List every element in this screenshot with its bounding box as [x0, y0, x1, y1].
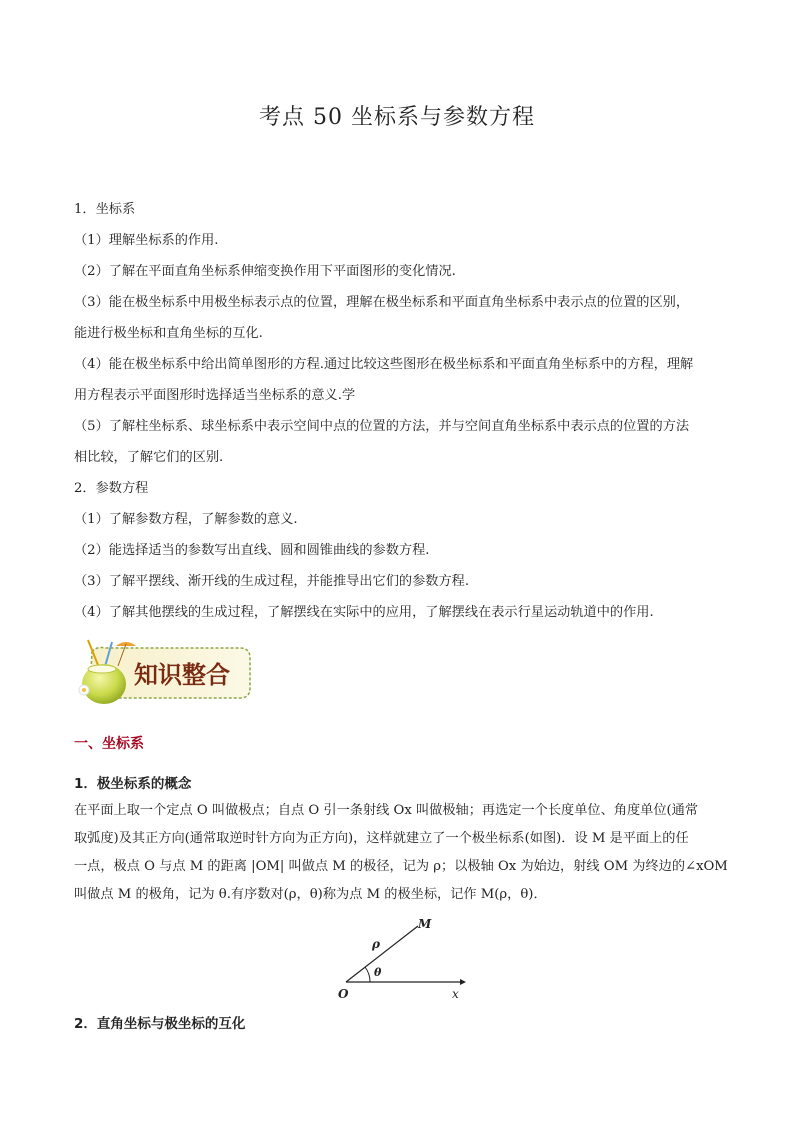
req-item: （5）了解柱坐标系、球坐标系中表示空间中点的位置的方法，并与空间直角坐标系中表示点的位置的方法 — [74, 419, 690, 434]
paragraph-line: 一点，极点 O 与点 M 的距离 |OM| 叫做点 M 的极径，记为 ρ；以极轴 Ox 为始边，射线 OM 为终边的∠xOM — [74, 859, 728, 874]
polar-figure — [330, 916, 470, 1004]
label-rho: ρ — [372, 937, 380, 951]
req-item: （2）了解在平面直角坐标系伸缩变换作用下平面图形的变化情况. — [74, 264, 456, 279]
label-x: x — [452, 987, 459, 1001]
label-theta: θ — [374, 966, 382, 979]
req-item: （3）了解平摆线、渐开线的生成过程，并能推导出它们的参数方程. — [74, 574, 470, 589]
req-section1-head: 1．坐标系 — [74, 202, 136, 217]
banner-graphic — [72, 636, 256, 712]
paragraph-line: 在平面上取一个定点 O 叫做极点；自点 O 引一条射线 Ox 叫做极轴；再选定一个长度单位、角度单位(通常 — [74, 803, 699, 818]
label-o: O — [338, 987, 349, 1001]
polar-diagram — [330, 916, 470, 1004]
label-m: M — [418, 917, 432, 931]
req-item: 用方程表示平面图形时选择适当坐标系的意义.学 — [74, 388, 356, 403]
polar-concept-paragraph — [74, 797, 728, 909]
axis-arrow-icon — [460, 979, 466, 985]
angle-arc — [365, 967, 370, 982]
subsection-conversion: 2．直角坐标与极坐标的互化 — [74, 1016, 246, 1032]
section-head-coordinate: 一、坐标系 — [74, 736, 144, 752]
req-item: （1）了解参数方程，了解参数的意义. — [74, 512, 298, 527]
req-item: （4）了解其他摆线的生成过程，了解摆线在实际中的应用，了解摆线在表示行星运动轨道中的作用. — [74, 605, 654, 620]
page-title: 考点 50 坐标系与参数方程 — [259, 105, 535, 130]
subsection-polar-concept: 1．极坐标系的概念 — [74, 776, 192, 792]
req-item: （3）能在极坐标系中用极坐标表示点的位置，理解在极坐标系和平面直角坐标系中表示点的位置的区别， — [74, 295, 690, 310]
ray-om — [346, 926, 418, 982]
knowledge-banner — [72, 636, 256, 712]
requirements-block — [74, 194, 722, 628]
paragraph-line: 取弧度)及其正方向(通常取逆时针方向为正方向)，这样就建立了一个极坐标系(如图)．设 M 是平面上的任 — [74, 831, 689, 846]
req-section2-head: 2．参数方程 — [74, 481, 149, 496]
banner-title: 知识整合 — [134, 660, 230, 689]
req-item: （2）能选择适当的参数写出直线、圆和圆锥曲线的参数方程. — [74, 543, 430, 558]
req-item: 相比较，了解它们的区别. — [74, 450, 224, 465]
req-item: （4）能在极坐标系中给出简单图形的方程.通过比较这些图形在极坐标系和平面直角坐标系中的方程，理解 — [74, 357, 694, 372]
req-item: （1）理解坐标系的作用. — [74, 233, 219, 248]
req-item: 能进行极坐标和直角坐标的互化. — [74, 326, 263, 341]
paragraph-line: 叫做点 M 的极角，记为 θ.有序数对(ρ，θ)称为点 M 的极坐标，记作 M(ρ，θ)． — [74, 887, 547, 902]
